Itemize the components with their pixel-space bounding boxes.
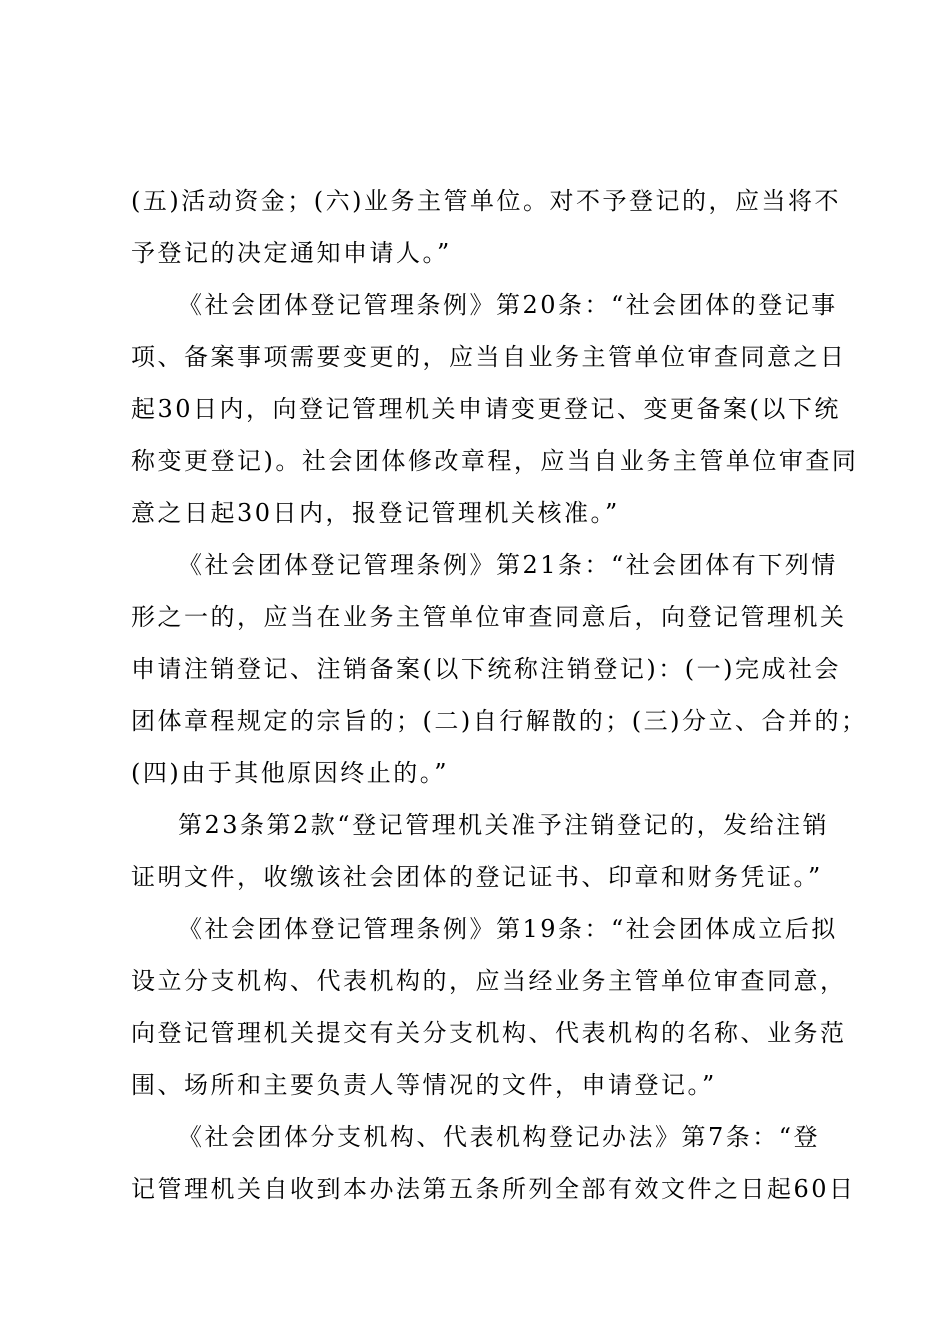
text-line: (五)活动资金；(六)业务主管单位。对不予登记的，应当将不 [131, 187, 841, 215]
text-line: 项、备案事项需要变更的，应当自业务主管单位审查同意之日 [131, 343, 847, 371]
text-line: 记管理机关自收到本办法第五条所列全部有效文件之日起60日 [131, 1175, 856, 1203]
text-line: 设立分支机构、代表机构的，应当经业务主管单位审查同意， [131, 967, 847, 995]
text-line: 申请注销登记、注销备案(以下统称注销登记)：(一)完成社会 [131, 655, 841, 683]
text-line: 第23条第2款“登记管理机关准予注销登记的，发给注销 [178, 811, 830, 839]
text-line: 《社会团体登记管理条例》第21条：“社会团体有下列情 [178, 551, 838, 579]
text-line: 《社会团体登记管理条例》第20条：“社会团体的登记事 [178, 291, 838, 319]
text-line: 证明文件，收缴该社会团体的登记证书、印章和财务凭证。” [131, 863, 823, 891]
text-line: (四)由于其他原因终止的。” [131, 759, 449, 787]
text-line: 起30日内，向登记管理机关申请变更登记、变更备案(以下统 [131, 395, 841, 423]
text-line: 围、场所和主要负责人等情况的文件，申请登记。” [131, 1071, 717, 1099]
text-line: 意之日起30日内，报登记管理机关核准。” [131, 499, 620, 527]
text-line: 《社会团体登记管理条例》第19条：“社会团体成立后拟 [178, 915, 838, 943]
text-line: 予登记的决定通知申请人。” [131, 239, 452, 267]
text-line: 团体章程规定的宗旨的；(二)自行解散的；(三)分立、合并的； [131, 707, 868, 735]
text-line: 形之一的，应当在业务主管单位审查同意后，向登记管理机关 [131, 603, 847, 631]
text-line: 《社会团体分支机构、代表机构登记办法》第7条：“登 [178, 1123, 821, 1151]
text-line: 称变更登记)。社会团体修改章程，应当自业务主管单位审查同 [131, 447, 859, 475]
text-line: 向登记管理机关提交有关分支机构、代表机构的名称、业务范 [131, 1019, 847, 1047]
